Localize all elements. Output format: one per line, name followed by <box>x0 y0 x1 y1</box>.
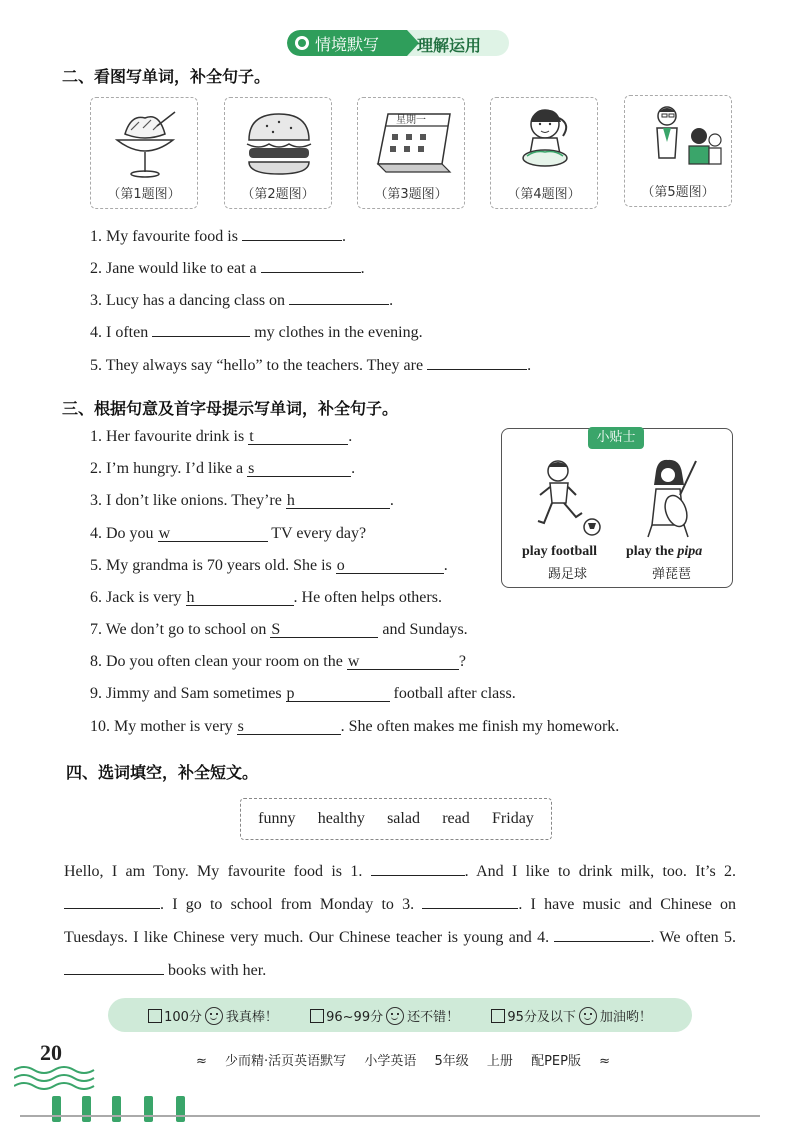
question-text: 3. Lucy has a dancing class on <box>90 292 286 309</box>
question-text-tail: . <box>348 428 353 445</box>
calendar-day-text: 星期一 <box>396 115 426 126</box>
book-footer <box>196 1050 624 1069</box>
answer-blank-with-hint[interactable] <box>286 492 390 509</box>
stripe-decoration <box>52 1096 61 1122</box>
girl-with-cake-icon <box>505 104 585 182</box>
teacher-students-icon <box>639 102 723 180</box>
initial-letter-hint: p <box>286 685 295 702</box>
score-option-1[interactable] <box>148 1006 278 1025</box>
answer-blank-5[interactable] <box>64 958 164 975</box>
smile-face-icon <box>205 1007 223 1025</box>
answer-blank-with-hint[interactable] <box>270 621 378 638</box>
question-text-tail: . <box>527 357 532 374</box>
s3-question-2 <box>90 460 355 478</box>
tip-2-english-prefix: play the <box>626 544 678 559</box>
answer-blank-with-hint[interactable] <box>248 428 348 445</box>
picture-card-2 <box>224 97 332 209</box>
initial-letter-hint: w <box>347 653 360 670</box>
cloze-paragraph <box>64 855 736 987</box>
calendar-icon <box>372 104 456 182</box>
question-text: 1. My favourite food is <box>90 228 238 245</box>
header-left-tab <box>287 30 407 56</box>
question-text-tail: . <box>443 557 448 574</box>
s3-question-8 <box>90 653 466 671</box>
question-text: 2. Jane would like to eat a <box>90 260 257 277</box>
answer-blank[interactable] <box>242 224 342 241</box>
footer-series: 少而精·活页英语默写 <box>225 1054 347 1069</box>
smile-face-icon <box>386 1007 404 1025</box>
footer-volume: 上册 <box>486 1054 513 1069</box>
answer-blank-with-hint[interactable] <box>247 460 351 477</box>
answer-blank[interactable] <box>427 353 527 370</box>
hamburger-icon <box>239 104 319 182</box>
footer-grade: 5年级 <box>434 1054 469 1069</box>
s2-question-1 <box>90 224 346 246</box>
card-caption: （第1题图） <box>107 187 181 202</box>
s2-question-3 <box>90 288 393 310</box>
tip-2-chinese: 弹琵琶 <box>652 567 692 582</box>
question-text: 5. My grandma is 70 years old. She is <box>90 557 332 574</box>
answer-blank-with-hint[interactable] <box>186 589 294 606</box>
s3-question-10 <box>90 718 619 736</box>
answer-blank-2[interactable] <box>64 892 160 909</box>
question-text-tail: football after class. <box>393 685 516 702</box>
answer-blank-4[interactable] <box>554 925 650 942</box>
question-text: 9. Jimmy and Sam sometimes <box>90 685 282 702</box>
para-text: . And I like to drink milk, too. It’s 2. <box>464 863 737 880</box>
question-text-tail: . <box>341 228 346 245</box>
para-text: . I go to school from Monday to 3. <box>160 896 415 913</box>
section-4-title: 四、选词填空，补全短文。 <box>66 763 259 782</box>
s3-question-3 <box>90 492 394 510</box>
s2-question-4 <box>90 320 423 342</box>
checkbox-icon[interactable] <box>491 1009 505 1023</box>
para-text: Hello, I am Tony. My favourite food is 1. <box>64 863 363 880</box>
question-text: 4. I often <box>90 324 149 341</box>
answer-blank-with-hint[interactable] <box>286 685 390 702</box>
question-text: 3. I don’t like onions. They’re <box>90 492 282 509</box>
tip-badge: 小贴士 <box>588 427 644 449</box>
answer-blank[interactable] <box>152 320 250 337</box>
para-text: . We often 5. <box>650 929 737 946</box>
stripe-decoration <box>82 1096 91 1122</box>
s2-question-5 <box>90 353 531 375</box>
word-bank-word: funny <box>258 810 296 827</box>
stripe-decoration <box>144 1096 153 1122</box>
tip-2-english <box>626 544 702 560</box>
question-text-tail: . <box>360 260 365 277</box>
girl-playing-pipa-icon <box>638 455 708 541</box>
tip-box <box>501 428 733 588</box>
section-header-banner <box>287 30 509 56</box>
question-text-tail: and Sundays. <box>382 621 468 638</box>
page-number: 20 <box>40 1040 62 1065</box>
picture-card-4 <box>490 97 598 209</box>
footer-edition: 配PEP版 <box>531 1054 581 1069</box>
question-text: 7. We don’t go to school on <box>90 621 267 638</box>
header-left-label: 情境默写 <box>315 34 380 54</box>
score-label: 96~99分 <box>326 1009 384 1025</box>
initial-letter-hint: t <box>249 428 254 445</box>
question-text-tail: . <box>389 492 394 509</box>
question-text: 2. I’m hungry. I’d like a <box>90 460 244 477</box>
section-3-title: 三、根据句意及首字母提示写单词，补全句子。 <box>62 399 399 418</box>
s2-question-2 <box>90 256 365 278</box>
tip-1-english: play football <box>522 544 598 559</box>
question-text-tail: . <box>351 460 356 477</box>
question-text: 8. Do you often clean your room on the <box>90 653 343 670</box>
score-comment: 加油哟！ <box>599 1009 652 1025</box>
score-option-2[interactable] <box>310 1006 459 1025</box>
score-option-3[interactable] <box>491 1006 652 1025</box>
s3-question-1 <box>90 428 352 446</box>
picture-card-1 <box>90 97 198 209</box>
card-caption: （第5题图） <box>641 185 715 200</box>
self-score-bar <box>108 998 692 1032</box>
question-text: 4. Do you <box>90 525 154 542</box>
answer-blank-with-hint[interactable] <box>237 718 341 735</box>
question-text-tail: ? <box>458 653 466 670</box>
answer-blank-with-hint[interactable] <box>158 525 268 542</box>
word-bank-word: healthy <box>317 810 365 827</box>
question-text-tail: TV every day? <box>271 525 367 542</box>
ice-cream-sundae-icon <box>105 104 185 182</box>
leaf-icon <box>295 36 309 50</box>
question-text-tail: my clothes in the evening. <box>254 324 423 341</box>
answer-blank-1[interactable] <box>371 859 465 876</box>
s3-question-9 <box>90 685 516 703</box>
word-bank-word: Friday <box>492 810 534 827</box>
question-text: 6. Jack is very <box>90 589 182 606</box>
initial-letter-hint: h <box>286 492 295 509</box>
smile-face-icon <box>579 1007 597 1025</box>
initial-letter-hint: S <box>271 621 281 638</box>
answer-blank-with-hint[interactable] <box>336 557 444 574</box>
question-text-tail: . <box>389 292 394 309</box>
score-comment: 我真棒！ <box>225 1009 278 1025</box>
word-bank <box>240 798 552 840</box>
word-bank-word: salad <box>387 810 420 827</box>
wave-decoration-icon <box>14 1064 96 1090</box>
initial-letter-hint: w <box>158 525 171 542</box>
stripe-decoration <box>112 1096 121 1122</box>
checkbox-icon[interactable] <box>310 1009 324 1023</box>
initial-letter-hint: o <box>336 557 345 574</box>
answer-blank-with-hint[interactable] <box>347 653 459 670</box>
s3-question-5 <box>90 557 448 575</box>
checkbox-icon[interactable] <box>148 1009 162 1023</box>
boy-playing-football-icon <box>528 457 608 541</box>
footer-subject: 小学英语 <box>364 1054 417 1069</box>
bottom-rule <box>20 1115 760 1117</box>
s3-question-7 <box>90 621 468 639</box>
question-text-tail: . She often makes me finish my homework. <box>340 718 620 735</box>
wave-mark-icon: ≈ <box>196 1054 207 1069</box>
card-caption: （第3题图） <box>374 187 448 202</box>
picture-card-3 <box>357 97 465 209</box>
question-text: 5. They always say “hello” to the teachers. They are <box>90 357 424 374</box>
answer-blank-3[interactable] <box>422 892 518 909</box>
para-text: . I have music and Chinese on Tuesdays. I like Chinese very much. Our Chinese teacher is young and 4. <box>64 896 737 946</box>
stripe-decoration <box>176 1096 185 1122</box>
question-text-tail: . He often helps others. <box>293 589 442 606</box>
tip-1-chinese: 踢足球 <box>548 567 588 582</box>
picture-card-5 <box>624 95 732 207</box>
para-text: books with her. <box>164 962 267 979</box>
question-text: 1. Her favourite drink is <box>90 428 245 445</box>
card-caption: （第2题图） <box>241 187 315 202</box>
s3-question-6 <box>90 589 442 607</box>
header-right-label: 理解运用 <box>417 36 482 55</box>
wave-mark-icon: ≈ <box>599 1054 611 1069</box>
question-text: 10. My mother is very <box>90 718 233 735</box>
s3-question-4 <box>90 525 366 543</box>
tip-2-english-italic: pipa <box>677 544 703 559</box>
answer-blank[interactable] <box>289 288 389 305</box>
initial-letter-hint: s <box>248 460 255 477</box>
initial-letter-hint: h <box>186 589 195 606</box>
initial-letter-hint: s <box>237 718 244 735</box>
score-label: 95分及以下 <box>507 1009 576 1025</box>
answer-blank[interactable] <box>261 256 361 273</box>
card-caption: （第4题图） <box>507 187 581 202</box>
word-bank-word: read <box>442 810 470 827</box>
section-2-title: 二、看图写单词，补全句子。 <box>62 67 271 86</box>
score-comment: 还不错！ <box>407 1009 460 1025</box>
score-label: 100分 <box>164 1009 202 1025</box>
